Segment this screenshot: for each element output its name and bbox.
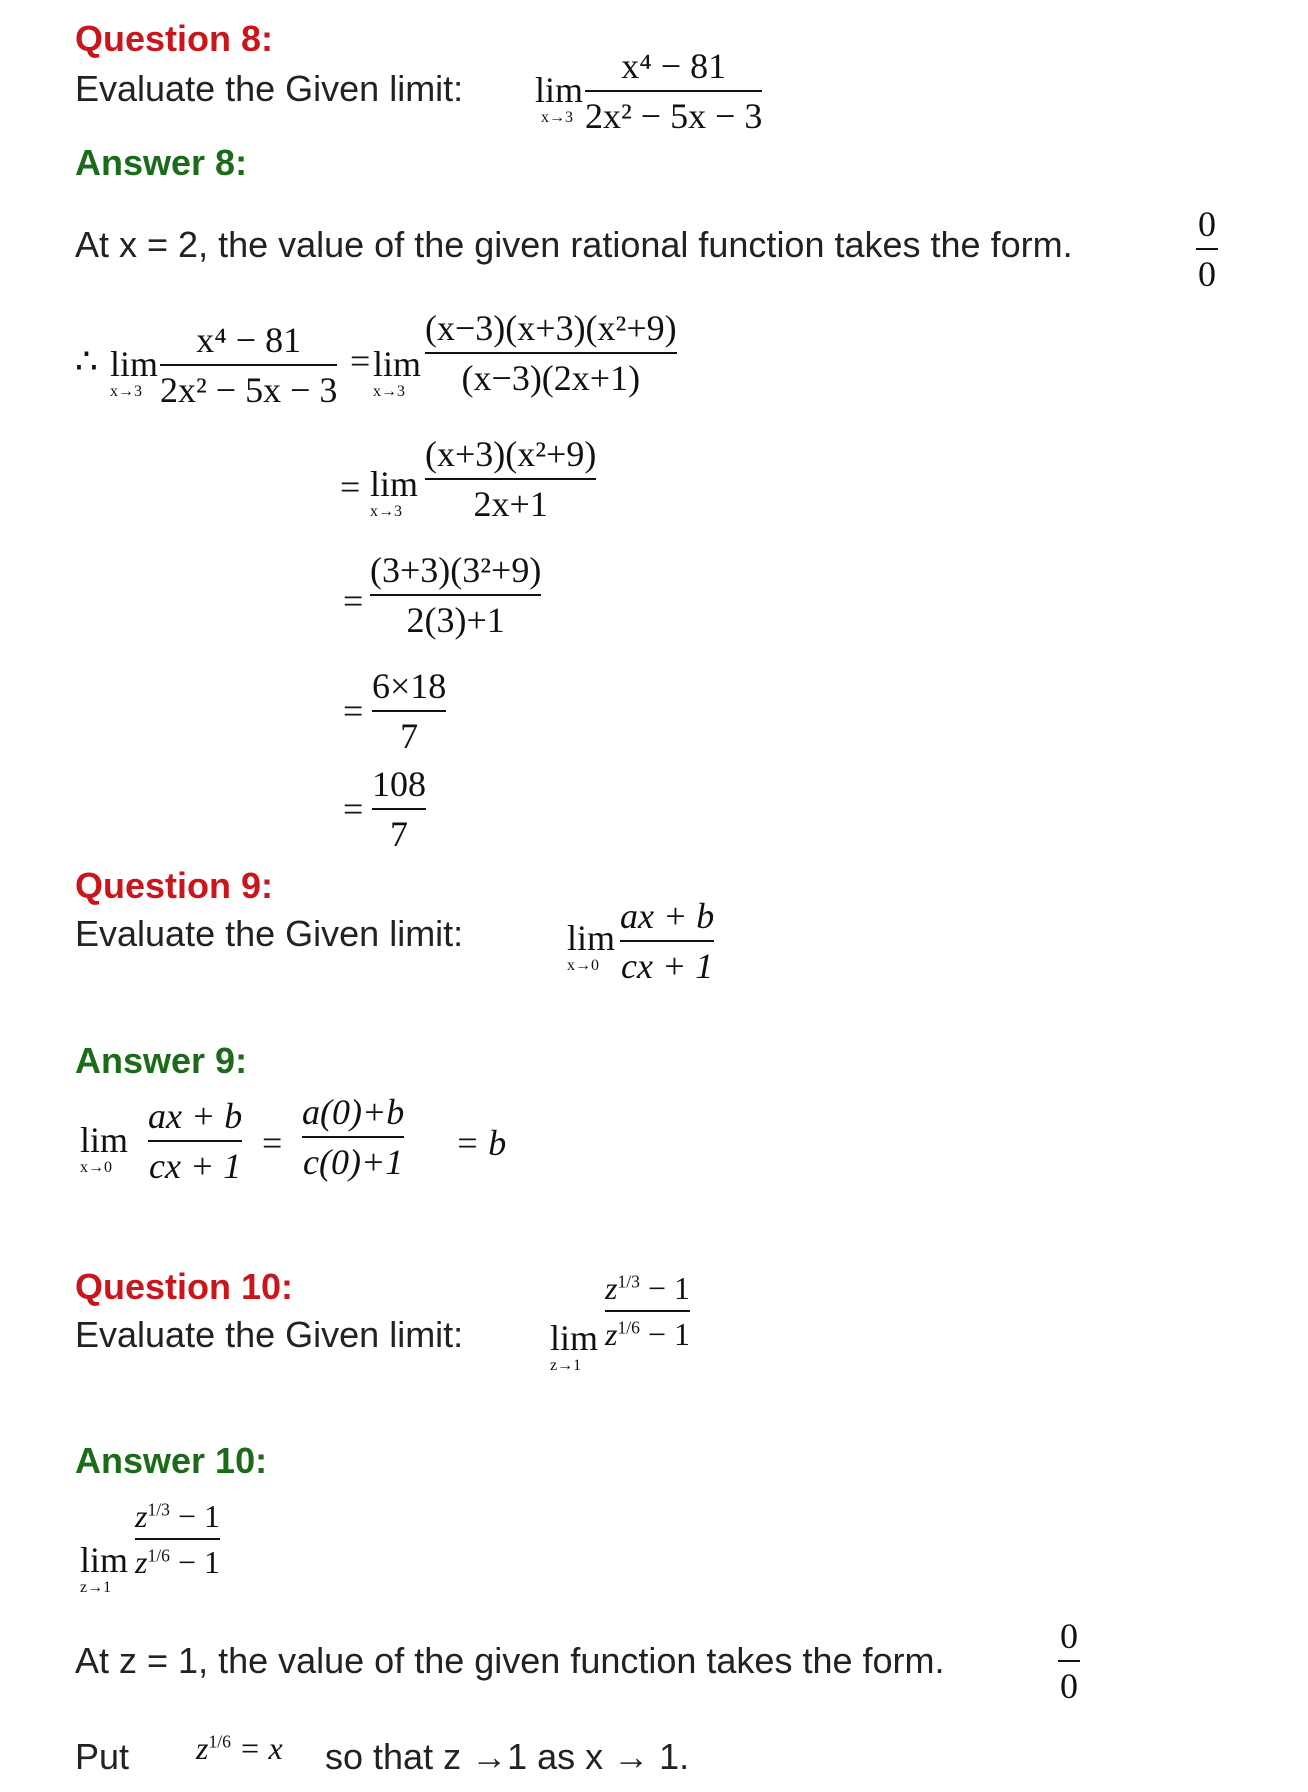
equals-sign: =: [340, 467, 361, 507]
lim-subscript: x→3: [370, 503, 402, 520]
lim-subscript: x→0: [567, 957, 599, 974]
fraction-bar: [372, 808, 426, 810]
a8-step4-fraction: [372, 668, 446, 754]
put-base: z: [196, 1730, 209, 1766]
form-numerator: 0: [1060, 1616, 1078, 1656]
answer-10-title: Answer 10:: [75, 1440, 268, 1481]
question-8-prompt: Evaluate the Given limit:: [75, 68, 464, 109]
equals-sign: =: [343, 691, 364, 731]
fraction-bar: [1058, 1660, 1080, 1662]
form-numerator: 0: [1198, 204, 1216, 244]
numerator-rest: − 1: [639, 1270, 690, 1306]
lim-subscript: x→3: [373, 383, 405, 400]
fraction-bar: [148, 1140, 242, 1142]
a9-limit: [80, 1122, 128, 1176]
a8-step1-fraction: [425, 310, 677, 396]
lim-subscript: x→3: [541, 109, 573, 126]
fraction-bar: [370, 594, 541, 596]
lim-word: lim: [550, 1318, 599, 1358]
put-rest: = x: [230, 1730, 283, 1766]
answer-10-statement: At z = 1, the value of the given function takes the form.: [75, 1640, 945, 1681]
fraction-bar: [620, 940, 714, 942]
put-word: Put: [75, 1736, 130, 1777]
fraction-bar: [160, 364, 337, 366]
fraction-bar: [425, 478, 596, 480]
q10-limit: [550, 1320, 598, 1374]
a9-result: = b: [455, 1123, 507, 1163]
a8-limit-2: [373, 346, 421, 400]
fraction-denominator: 2x² − 5x − 3: [160, 370, 338, 410]
a9-fraction-1: [148, 1098, 242, 1184]
lim-word: lim: [370, 464, 419, 504]
denominator-rest: − 1: [639, 1316, 690, 1352]
fraction-numerator: 6×18: [372, 666, 447, 706]
q8-limit: [535, 72, 583, 126]
fraction-denominator: 2x+1: [473, 484, 548, 524]
fraction-denominator: c(0)+1: [303, 1142, 404, 1182]
a9-fraction-2: [302, 1094, 404, 1180]
denominator-exponent: 1/6: [617, 1317, 640, 1338]
fraction-numerator: x⁴ − 81: [196, 320, 302, 360]
answer-8-title: Answer 8:: [75, 142, 248, 183]
fraction-denominator: 7: [400, 716, 419, 756]
fraction-bar: [302, 1136, 404, 1138]
answer-9-title: Answer 9:: [75, 1040, 248, 1081]
question-10-title: Question 10:: [75, 1266, 294, 1307]
equals-sign: =: [343, 581, 364, 621]
equals-sign: =: [262, 1123, 283, 1163]
fraction-denominator: cx + 1: [149, 1146, 242, 1186]
numerator-exponent: 1/3: [617, 1271, 640, 1292]
fraction-denominator: 2(3)+1: [406, 600, 505, 640]
form-denominator: 0: [1198, 254, 1216, 294]
fraction-denominator: [605, 1318, 690, 1350]
fraction-bar: [605, 1310, 690, 1312]
a8-step5-fraction: [372, 766, 426, 852]
lim-subscript: x→3: [110, 383, 142, 400]
fraction-bar: [135, 1538, 220, 1540]
lim-word: lim: [567, 918, 616, 958]
question-8-title: Question 8:: [75, 18, 274, 59]
answer-8-form-fraction: [1196, 206, 1218, 292]
fraction-numerator: ax + b: [620, 896, 715, 936]
fraction-numerator: a(0)+b: [302, 1092, 405, 1132]
denominator-base: z: [135, 1544, 148, 1580]
denominator-base: z: [605, 1316, 618, 1352]
fraction-numerator: ax + b: [148, 1096, 243, 1136]
lim-subscript: z→1: [80, 1579, 112, 1596]
fraction-numerator: (x−3)(x+3)(x²+9): [425, 308, 677, 348]
question-10-prompt: Evaluate the Given limit:: [75, 1314, 464, 1355]
fraction-bar: [425, 352, 677, 354]
fraction-bar: [372, 710, 446, 712]
answer-8-statement: At x = 2, the value of the given rational function takes the form.: [75, 224, 1073, 265]
a8-limit-3: [370, 466, 418, 520]
denominator-exponent: 1/6: [147, 1545, 170, 1566]
fraction-denominator: cx + 1: [621, 946, 714, 986]
fraction-denominator: [135, 1546, 220, 1578]
a10-limit: [80, 1542, 128, 1596]
denominator-rest: − 1: [169, 1544, 220, 1580]
fraction-bar: [1196, 248, 1218, 250]
lim-word: lim: [535, 70, 584, 110]
numerator-base: z: [605, 1270, 618, 1306]
fraction-numerator: [605, 1272, 690, 1304]
equals-sign: =: [343, 789, 364, 829]
question-9-prompt: Evaluate the Given limit:: [75, 913, 464, 954]
q10-fraction: [605, 1272, 690, 1350]
lim-word: lim: [80, 1540, 129, 1580]
put-exponent: 1/6: [208, 1731, 231, 1752]
fraction-numerator: x⁴ − 81: [621, 46, 727, 86]
a8-original-fraction: [160, 322, 337, 408]
q8-fraction: [585, 48, 762, 134]
a8-limit-1: [110, 346, 158, 400]
a8-step2-fraction: [425, 436, 596, 522]
lim-subscript: x→0: [80, 1159, 112, 1176]
fraction-denominator: 2x² − 5x − 3: [585, 96, 763, 136]
question-9-title: Question 9:: [75, 865, 274, 906]
equals-sign: =: [350, 341, 371, 381]
q9-fraction: [620, 898, 714, 984]
put-tail: so that z →1 as x → 1.: [325, 1736, 690, 1777]
q9-limit: [567, 920, 615, 974]
a8-step3-fraction: [370, 552, 541, 638]
lim-word: lim: [373, 344, 422, 384]
numerator-rest: − 1: [169, 1498, 220, 1534]
lim-word: lim: [110, 344, 159, 384]
fraction-numerator: (x+3)(x²+9): [425, 434, 597, 474]
therefore-symbol: ∴: [75, 341, 98, 381]
fraction-numerator: 108: [372, 764, 426, 804]
fraction-denominator: 7: [390, 814, 408, 854]
lim-word: lim: [80, 1120, 129, 1160]
form-denominator: 0: [1060, 1666, 1078, 1706]
fraction-denominator: (x−3)(2x+1): [461, 358, 641, 398]
numerator-exponent: 1/3: [147, 1499, 170, 1520]
put-expression: [196, 1730, 283, 1767]
lim-subscript: z→1: [550, 1357, 582, 1374]
fraction-numerator: [135, 1500, 220, 1532]
a10-fraction: [135, 1500, 220, 1578]
answer-10-form-fraction: [1058, 1618, 1080, 1704]
numerator-base: z: [135, 1498, 148, 1534]
fraction-bar: [585, 90, 762, 92]
fraction-numerator: (3+3)(3²+9): [370, 550, 542, 590]
